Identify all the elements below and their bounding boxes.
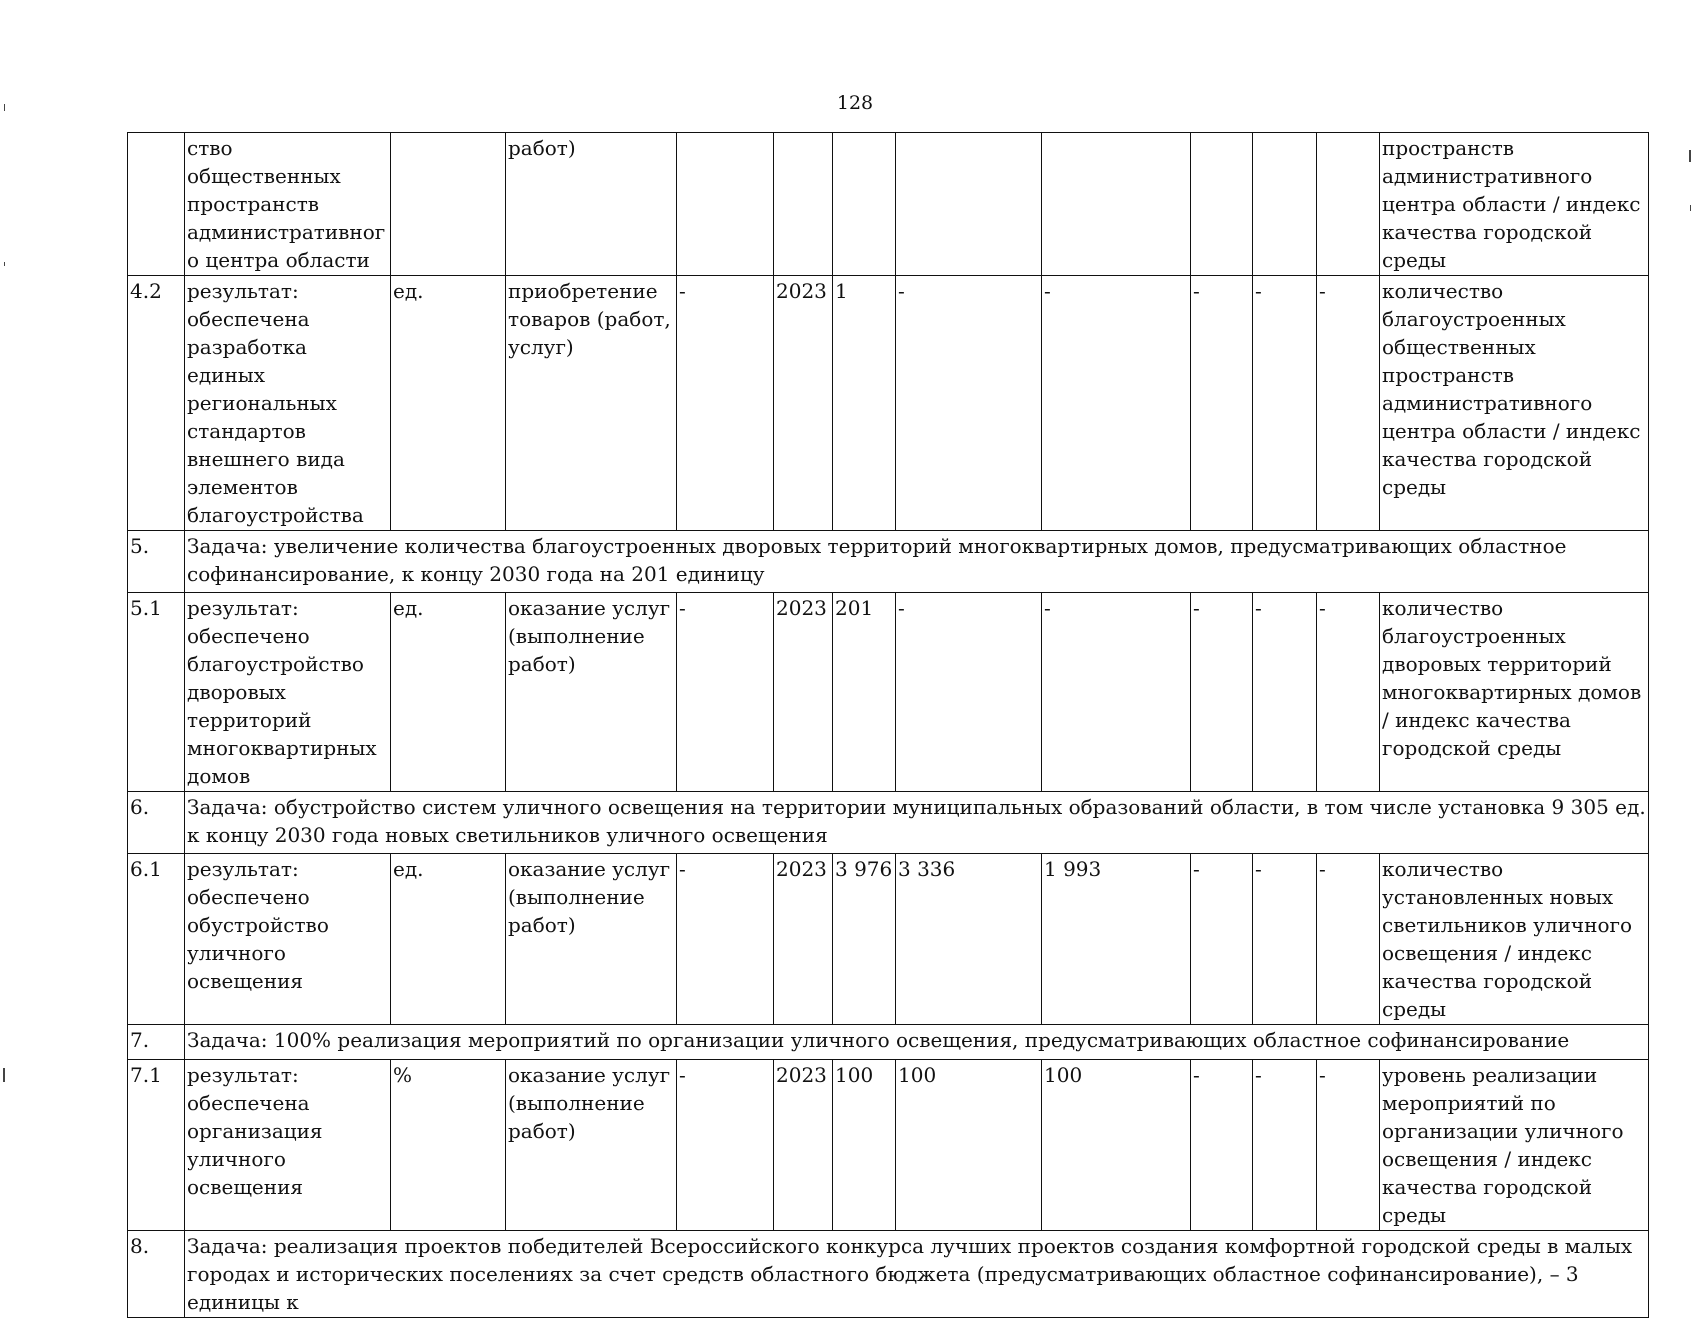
row-number [128, 133, 185, 276]
indicator-link: количество установленных новых светильников уличного освещения / индекс качества городской среды [1380, 854, 1649, 1025]
row-number: 7. [128, 1025, 185, 1060]
task-row [128, 1231, 1649, 1318]
value-col-4 [1191, 133, 1253, 276]
value-col-3: 1 993 [1042, 854, 1191, 1025]
scan-margin-mark [1690, 205, 1691, 211]
value-col-3: 100 [1042, 1060, 1191, 1231]
value-col-2: 100 [896, 1060, 1042, 1231]
value-col-1: 201 [833, 593, 896, 792]
value-col-6: - [1317, 593, 1380, 792]
table-body [128, 133, 1649, 1318]
task-text: Задача: 100% реализация мероприятий по организации уличного освещения, предусматривающих областное софинансирование [185, 1025, 1649, 1060]
task-row [128, 1025, 1649, 1060]
value-col-2: - [896, 276, 1042, 531]
value-col-1: 3 976 [833, 854, 896, 1025]
base-year: 2023 [774, 854, 833, 1025]
indicator-link: уровень реализации мероприятий по организации уличного освещения / индекс качества городской среды [1380, 1060, 1649, 1231]
value-col-4: - [1191, 1060, 1253, 1231]
result-row [128, 1060, 1649, 1231]
unit-cell [391, 133, 506, 276]
value-col-4: - [1191, 593, 1253, 792]
value-col-5 [1253, 133, 1317, 276]
base-value: - [677, 854, 774, 1025]
row-number: 4.2 [128, 276, 185, 531]
type-cell: приобретение товаров (работ, услуг) [506, 276, 677, 531]
result-row [128, 133, 1649, 276]
value-col-4: - [1191, 276, 1253, 531]
result-row [128, 276, 1649, 531]
value-col-5: - [1253, 854, 1317, 1025]
value-col-1 [833, 133, 896, 276]
value-col-6: - [1317, 854, 1380, 1025]
value-col-5: - [1253, 1060, 1317, 1231]
indicator-link: количество благоустроенных дворовых территорий многоквартирных домов / индекс качества городской среды [1380, 593, 1649, 792]
row-number: 6. [128, 792, 185, 854]
scan-margin-mark [4, 262, 5, 266]
value-col-3 [1042, 133, 1191, 276]
scan-margin-mark [3, 1068, 5, 1082]
task-text: Задача: обустройство систем уличного освещения на территории муниципальных образований области, в том числе установка 9 305 ед. к концу 2030 года новых светильников уличного освещения [185, 792, 1649, 854]
indicator-link: пространств административного центра области / индекс качества городской среды [1380, 133, 1649, 276]
value-col-3: - [1042, 593, 1191, 792]
value-col-6: - [1317, 1060, 1380, 1231]
task-row [128, 531, 1649, 593]
value-col-5: - [1253, 593, 1317, 792]
value-col-3: - [1042, 276, 1191, 531]
scan-margin-mark [4, 104, 5, 111]
task-text: Задача: реализация проектов победителей Всероссийского конкурса лучших проектов создания комфортной городской среды в малых городах и исторических поселениях за счет средств областного бюджета (предусматривающих областное софинансирование), – 3 единицы к [185, 1231, 1649, 1318]
base-value: - [677, 276, 774, 531]
row-number: 8. [128, 1231, 185, 1318]
type-cell: оказание услуг (выполнение работ) [506, 1060, 677, 1231]
base-year [774, 133, 833, 276]
result-name: результат: обеспечено благоустройство дворовых территорий многоквартирных домов [185, 593, 391, 792]
row-number: 7.1 [128, 1060, 185, 1231]
value-col-1: 100 [833, 1060, 896, 1231]
row-number: 6.1 [128, 854, 185, 1025]
task-row [128, 792, 1649, 854]
value-col-1: 1 [833, 276, 896, 531]
base-value [677, 133, 774, 276]
type-cell: оказание услуг (выполнение работ) [506, 593, 677, 792]
result-row [128, 593, 1649, 792]
scan-margin-mark [1689, 150, 1691, 162]
base-value: - [677, 1060, 774, 1231]
row-number: 5. [128, 531, 185, 593]
indicator-link: количество благоустроенных общественных пространств административного центра области / индекс качества городской среды [1380, 276, 1649, 531]
value-col-2 [896, 133, 1042, 276]
unit-cell: ед. [391, 854, 506, 1025]
value-col-2: 3 336 [896, 854, 1042, 1025]
page-number: 128 [836, 92, 874, 114]
value-col-6: - [1317, 276, 1380, 531]
indicators-table [127, 132, 1649, 1318]
type-cell: оказание услуг (выполнение работ) [506, 854, 677, 1025]
result-row [128, 854, 1649, 1025]
base-year: 2023 [774, 276, 833, 531]
base-year: 2023 [774, 593, 833, 792]
unit-cell: ед. [391, 276, 506, 531]
value-col-2: - [896, 593, 1042, 792]
result-name: результат: обеспечена разработка единых региональных стандартов внешнего вида элементов благоустройства [185, 276, 391, 531]
task-text: Задача: увеличение количества благоустроенных дворовых территорий многоквартирных домов, предусматривающих областное софинансирование, к концу 2030 года на 201 единицу [185, 531, 1649, 593]
base-value: - [677, 593, 774, 792]
unit-cell: % [391, 1060, 506, 1231]
result-name: ство общественных пространств административного центра области [185, 133, 391, 276]
result-name: результат: обеспечена организация уличного освещения [185, 1060, 391, 1231]
row-number: 5.1 [128, 593, 185, 792]
value-col-5: - [1253, 276, 1317, 531]
result-name: результат: обеспечено обустройство уличного освещения [185, 854, 391, 1025]
base-year: 2023 [774, 1060, 833, 1231]
unit-cell: ед. [391, 593, 506, 792]
type-cell: работ) [506, 133, 677, 276]
value-col-6 [1317, 133, 1380, 276]
value-col-4: - [1191, 854, 1253, 1025]
